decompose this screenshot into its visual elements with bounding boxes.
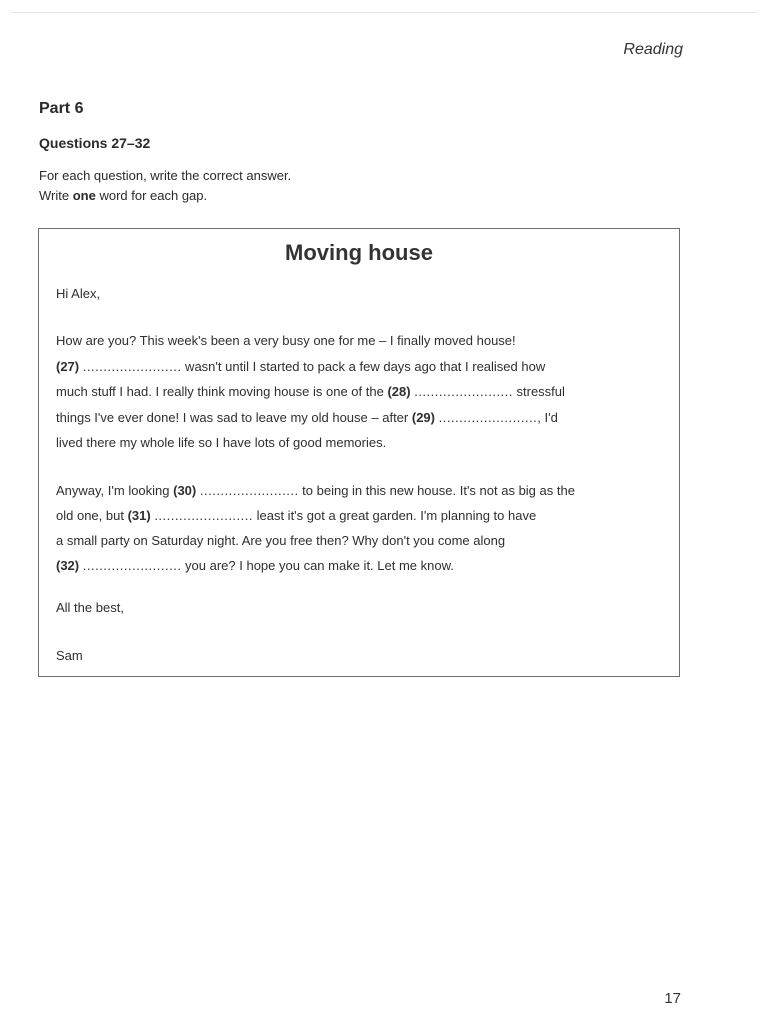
text-fragment: , I'd (537, 409, 558, 425)
text-line: lived there my whole life so I have lots of good memories. (56, 435, 387, 450)
top-rule (10, 12, 758, 13)
instruction-text: Write (39, 188, 73, 203)
text-fragment: old one, but (56, 508, 128, 523)
question-number-30: (30) (173, 483, 197, 498)
instruction-emphasis: one (72, 188, 96, 203)
text-fragment: you are? I hope you can make it. Let me know. (181, 558, 454, 573)
text-fragment: stressful (512, 384, 565, 399)
text-line (56, 553, 671, 578)
paragraph-2 (56, 478, 671, 578)
text-fragment: wasn't until I started to pack a few days ago that I realised how (181, 358, 546, 374)
greeting: Hi Alex, (56, 286, 101, 301)
paragraph-1 (56, 328, 671, 456)
text-fragment: Anyway, I'm looking (56, 483, 174, 498)
signoff: All the best, (56, 600, 124, 615)
instruction-line-2 (39, 186, 291, 206)
instruction-text: word for each gap. (95, 188, 208, 203)
text-line (56, 503, 671, 528)
answer-gap-27[interactable]: ........................ (82, 358, 182, 374)
answer-gap-28[interactable]: ........................ (414, 384, 513, 399)
answer-gap-32[interactable]: ........................ (82, 558, 182, 573)
question-number-28: (28) (387, 384, 411, 399)
reading-text-box (38, 228, 680, 677)
answer-gap-31[interactable]: ........................ (154, 508, 253, 523)
questions-range: Questions 27–32 (39, 135, 151, 151)
text-line: How are you? This week's been a very busy one for me – I finally moved house! (56, 333, 516, 348)
text-fragment: to being in this new house. It's not as big as the (298, 483, 575, 498)
section-label: Reading (623, 41, 683, 58)
question-number-29: (29) (411, 409, 435, 425)
text-line: a small party on Saturday night. Are you free then? Why don't you come along (56, 533, 506, 548)
question-number-27: (27) (56, 358, 80, 374)
text-line (56, 478, 671, 503)
instructions (39, 166, 291, 206)
text-fragment: much stuff I had. I really think moving house is one of the (56, 384, 388, 399)
question-number-32: (32) (56, 558, 80, 573)
text-line (56, 354, 671, 380)
page-number: 17 (664, 990, 681, 1007)
question-number-31: (31) (127, 508, 151, 523)
answer-gap-29[interactable]: ........................ (438, 409, 538, 425)
answer-gap-30[interactable]: ........................ (199, 483, 299, 498)
text-title: Moving house (285, 240, 433, 265)
text-line (56, 379, 671, 405)
part-title: Part 6 (39, 100, 84, 117)
instruction-line-1: For each question, write the correct answer. (39, 168, 292, 183)
text-fragment: things I've ever done! I was sad to leave my old house – after (56, 409, 412, 425)
signature: Sam (56, 648, 83, 663)
text-line (56, 405, 671, 431)
text-fragment: least it's got a great garden. I'm planning to have (253, 508, 537, 523)
